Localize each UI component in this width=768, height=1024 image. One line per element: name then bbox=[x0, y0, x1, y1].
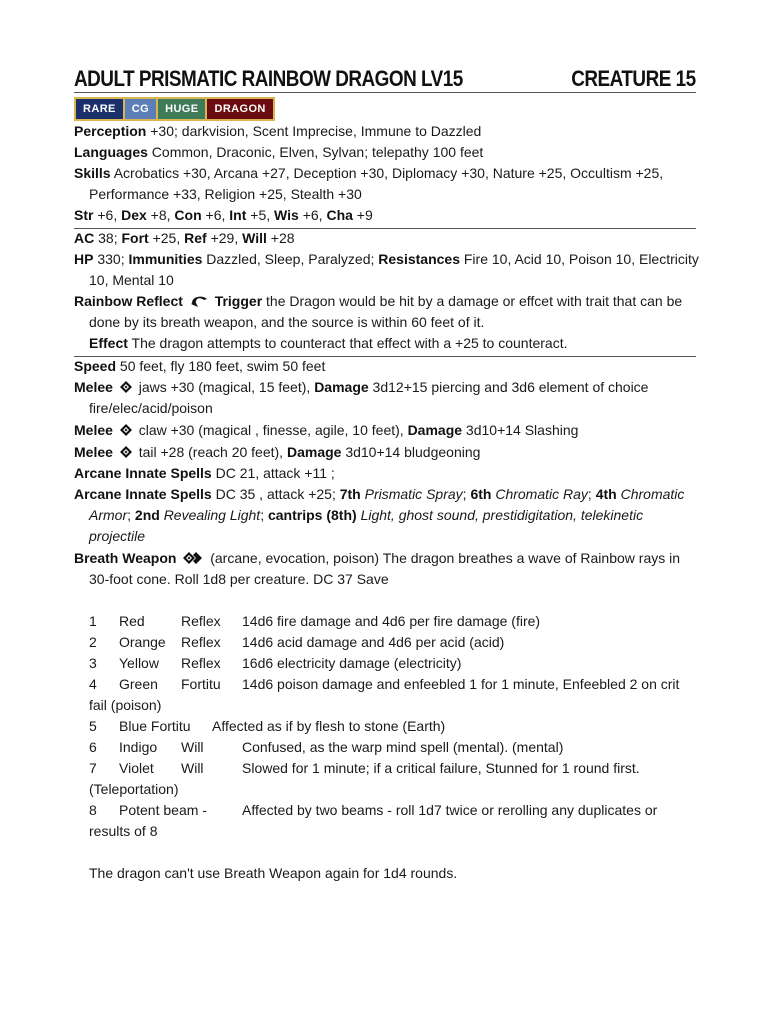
dex-value: +8 bbox=[150, 207, 167, 223]
row-save: Fortitu bbox=[181, 676, 221, 692]
creature-name: ADULT PRISMATIC RAINBOW DRAGON LV15 bbox=[74, 66, 463, 91]
row-effect: 14d6 poison damage and enfeebled 1 for 1 minute, Enfeebled 2 on crit bbox=[242, 676, 680, 692]
row-save: Will bbox=[181, 760, 204, 776]
spells-text: DC 21, attack +11 ; bbox=[215, 465, 335, 481]
ref-value: +29, bbox=[210, 230, 239, 246]
row-effect: 14d6 acid damage and 4d6 per acid (acid) bbox=[242, 634, 505, 650]
spells-label: Arcane Innate Spells bbox=[74, 465, 212, 481]
row-color: Blue Fortitu bbox=[119, 718, 191, 734]
melee-jaws-damage: 3d12+15 piercing and 3d6 element of choice bbox=[372, 379, 649, 395]
row-color: Yellow bbox=[119, 655, 159, 671]
melee-claw-line bbox=[74, 420, 699, 441]
ac-label: AC bbox=[74, 230, 95, 246]
skills-text: Acrobatics +30, Arcana +27, Deception +30, Diplomacy +30, Nature +25, Occultism +25, bbox=[113, 165, 664, 181]
melee-tail-text: tail +28 (reach 20 feet), bbox=[138, 444, 284, 460]
hp-line-cont bbox=[74, 270, 699, 291]
melee-jaws-damage-cont: fire/elec/acid/poison bbox=[89, 400, 213, 416]
melee-jaws-line bbox=[74, 377, 699, 398]
creature-level: CREATURE 15 bbox=[571, 66, 696, 91]
spells-label: Arcane Innate Spells bbox=[74, 486, 212, 502]
row-color: Orange bbox=[119, 634, 166, 650]
row-number: 6 bbox=[89, 739, 97, 755]
trait-type: DRAGON bbox=[207, 99, 272, 119]
skills-label: Skills bbox=[74, 165, 111, 181]
languages-text: Common, Draconic, Elven, Sylvan; telepathy 100 feet bbox=[151, 144, 484, 160]
hp-value: 330; bbox=[97, 251, 125, 267]
spell-chromatic-armor-cont: Armor bbox=[89, 507, 128, 523]
one-action-icon bbox=[119, 380, 133, 394]
row-effect: 14d6 fire damage and 4d6 per fire damage (fire) bbox=[242, 613, 541, 629]
rainbow-reflect-label: Rainbow Reflect bbox=[74, 293, 183, 309]
recharge-text: The dragon can't use Breath Weapon again for 1d4 rounds. bbox=[89, 865, 458, 881]
two-action-icon bbox=[182, 551, 204, 565]
spells-line-2-cont2 bbox=[74, 526, 699, 547]
melee-claw-damage: 3d10+14 Slashing bbox=[465, 422, 579, 438]
breath-weapon-text: (arcane, evocation, poison) The dragon breathes a wave of Rainbow rays in bbox=[210, 550, 681, 566]
breath-weapon-cont bbox=[74, 569, 699, 590]
ability-scores: Str +6, Dex +8, Con +6, Int +5, Wis +6, Cha +9 bbox=[74, 207, 373, 223]
trait-rare: RARE bbox=[76, 99, 123, 119]
will-label: Will bbox=[242, 230, 267, 246]
row-effect-cont: (Teleportation) bbox=[89, 781, 179, 797]
spell-prismatic-spray: Prismatic Spray bbox=[364, 486, 463, 502]
int-label: Int bbox=[229, 207, 247, 223]
melee-label: Melee bbox=[74, 379, 113, 395]
spells-line-1 bbox=[74, 463, 699, 484]
trigger-label: Trigger bbox=[214, 293, 263, 309]
fort-label: Fort bbox=[121, 230, 149, 246]
stat-block-header bbox=[74, 64, 696, 93]
cantrips-label: cantrips (8th) bbox=[267, 507, 357, 523]
speed-text: 50 feet, fly 180 feet, swim 50 feet bbox=[119, 358, 326, 374]
melee-tail-line bbox=[74, 442, 699, 463]
fort-value: +25, bbox=[152, 230, 181, 246]
trait-bar bbox=[74, 97, 275, 121]
spells-line-2-cont: Armor; 2nd Revealing Light; cantrips (8th) Light, ghost sound, prestidigitation, telekinetic bbox=[89, 507, 644, 523]
row-effect: 16d6 electricity damage (electricity) bbox=[242, 655, 462, 671]
ref-label: Ref bbox=[184, 230, 207, 246]
effect-label: Effect bbox=[89, 335, 128, 351]
melee-jaws-text: jaws +30 (magical, 15 feet), bbox=[138, 379, 311, 395]
row-number: 3 bbox=[89, 655, 97, 671]
one-action-icon bbox=[119, 445, 133, 459]
rainbow-reflect-cont bbox=[74, 312, 699, 333]
melee-jaws-cont bbox=[74, 398, 699, 419]
row-number: 1 bbox=[89, 613, 97, 629]
str-value: +6 bbox=[97, 207, 114, 223]
spell-rank-6: 6th bbox=[470, 486, 492, 502]
melee-tail-damage: 3d10+14 bludgeoning bbox=[345, 444, 481, 460]
wis-label: Wis bbox=[274, 207, 299, 223]
spell-chromatic-ray: Chromatic Ray bbox=[495, 486, 588, 502]
spell-rank-4: 4th bbox=[595, 486, 617, 502]
languages-label: Languages bbox=[74, 144, 148, 160]
row-save: Reflex bbox=[181, 634, 221, 650]
damage-label: Damage bbox=[286, 444, 342, 460]
row-color: Potent beam - bbox=[119, 802, 207, 818]
con-label: Con bbox=[174, 207, 202, 223]
rainbow-reflect-line bbox=[74, 291, 699, 312]
row-effect: Confused, as the warp mind spell (mental). (mental) bbox=[242, 739, 564, 755]
will-value: +28 bbox=[270, 230, 295, 246]
cantrips-list: Light, ghost sound, prestidigitation, telekinetic bbox=[360, 507, 644, 523]
row-save: Reflex bbox=[181, 655, 221, 671]
row-number: 7 bbox=[89, 760, 97, 776]
hp-label: HP bbox=[74, 251, 94, 267]
spell-revealing-light: Revealing Light bbox=[163, 507, 261, 523]
speed-line bbox=[74, 356, 699, 377]
spells-dc-text: DC 35 , attack +25; bbox=[215, 486, 336, 502]
breath-weapon-label: Breath Weapon bbox=[74, 550, 177, 566]
melee-label: Melee bbox=[74, 422, 113, 438]
row-effect: Affected as if by flesh to stone (Earth) bbox=[212, 718, 446, 734]
row-save: Will bbox=[181, 739, 204, 755]
hp-line bbox=[74, 249, 699, 270]
spell-chromatic-armor: Chromatic bbox=[620, 486, 685, 502]
cha-value: +9 bbox=[356, 207, 373, 223]
row-number: 5 bbox=[89, 718, 97, 734]
breath-weapon-line bbox=[74, 548, 699, 569]
immunities-label: Immunities bbox=[128, 251, 203, 267]
row-color: Indigo bbox=[119, 739, 158, 755]
damage-label: Damage bbox=[407, 422, 463, 438]
perception-line bbox=[74, 121, 699, 142]
resistances-label: Resistances bbox=[378, 251, 460, 267]
skills-text-cont: Performance +33, Religion +25, Stealth +30 bbox=[89, 186, 362, 202]
effect-line bbox=[74, 333, 699, 354]
resistances-text-cont: 10, Mental 10 bbox=[89, 272, 174, 288]
languages-line bbox=[74, 142, 699, 163]
row-number: 4 bbox=[89, 676, 97, 692]
str-label: Str bbox=[74, 207, 94, 223]
immunities-text: Dazzled, Sleep, Paralyzed; bbox=[206, 251, 375, 267]
skills-line bbox=[74, 163, 699, 184]
trait-size: HUGE bbox=[158, 99, 205, 119]
speed-label: Speed bbox=[74, 358, 117, 374]
int-value: +5 bbox=[250, 207, 267, 223]
perception-label: Perception bbox=[74, 123, 147, 139]
trigger-text: the Dragon would be hit by a damage or effcet with trait that can be bbox=[266, 293, 683, 309]
ac-value: 38; bbox=[98, 230, 118, 246]
spells-line-2: Arcane Innate Spells DC 35 , attack +25; 7th Prismatic Spray; 6th Chromatic Ray; 4th Chromatic bbox=[74, 486, 685, 502]
con-value: +6 bbox=[205, 207, 222, 223]
melee-claw-text: claw +30 (magical , finesse, agile, 10 feet), bbox=[138, 422, 404, 438]
melee-label: Melee bbox=[74, 444, 113, 460]
wis-value: +6 bbox=[302, 207, 319, 223]
breath-recharge-note bbox=[89, 863, 714, 884]
cha-label: Cha bbox=[326, 207, 353, 223]
resistances-text: Fire 10, Acid 10, Poison 10, Electricity bbox=[463, 251, 699, 267]
row-effect: Slowed for 1 minute; if a critical failure, Stunned for 1 round first. bbox=[242, 760, 640, 776]
row-color: Red bbox=[119, 613, 145, 629]
breath-weapon-text-cont: 30-foot cone. Roll 1d8 per creature. DC 37 Save bbox=[89, 571, 389, 587]
reaction-icon bbox=[189, 294, 209, 308]
perception-text: +30; darkvision, Scent Imprecise, Immune to Dazzled bbox=[150, 123, 482, 139]
one-action-icon bbox=[119, 423, 133, 437]
row-number: 2 bbox=[89, 634, 97, 650]
dex-label: Dex bbox=[121, 207, 147, 223]
row-color: Violet bbox=[119, 760, 154, 776]
spell-rank-2: 2nd bbox=[134, 507, 160, 523]
row-number: 8 bbox=[89, 802, 97, 818]
trait-alignment: CG bbox=[125, 99, 156, 119]
row-save: Reflex bbox=[181, 613, 221, 629]
cantrips-list-cont: projectile bbox=[89, 528, 146, 544]
row-color: Green bbox=[119, 676, 158, 692]
defense-line bbox=[74, 228, 699, 249]
spell-rank-7: 7th bbox=[339, 486, 361, 502]
damage-label: Damage bbox=[314, 379, 369, 395]
skills-line-cont bbox=[74, 184, 699, 205]
row-effect-cont: results of 8 bbox=[89, 823, 158, 839]
row-effect-cont: fail (poison) bbox=[89, 697, 162, 713]
row-effect: Affected by two beams - roll 1d7 twice or rerolling any duplicates or bbox=[242, 802, 658, 818]
effect-text: The dragon attempts to counteract that effect with a +25 to counteract. bbox=[131, 335, 568, 351]
trigger-text-cont: done by its breath weapon, and the source is within 60 feet of it. bbox=[89, 314, 485, 330]
